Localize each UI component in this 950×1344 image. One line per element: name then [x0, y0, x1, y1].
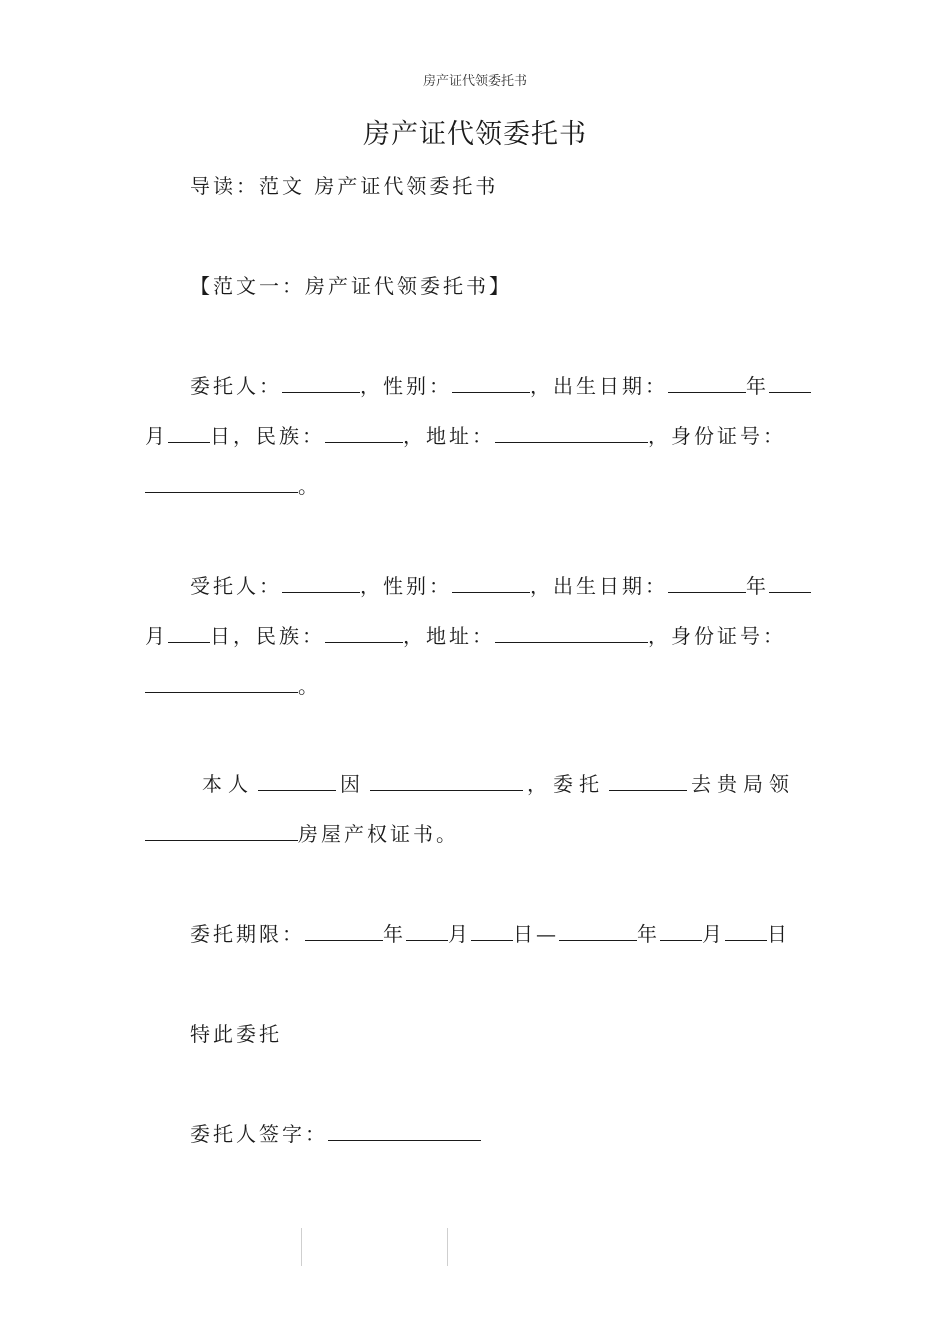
address-label: ，地址：	[403, 424, 495, 448]
signature-blank	[328, 1122, 481, 1141]
year-label: 年	[383, 922, 406, 946]
principal-line-1	[190, 372, 811, 400]
ethnicity-label: ，民族：	[233, 424, 325, 448]
ethnicity-label: ，民族：	[233, 624, 325, 648]
end-year-blank	[559, 922, 637, 941]
year-label: 年	[746, 374, 769, 398]
gender-blank	[452, 574, 530, 593]
id-number-blank	[145, 674, 298, 693]
id-label: ，身份证号：	[648, 424, 786, 448]
principal-line-2	[145, 422, 786, 450]
year-label: 年	[637, 922, 660, 946]
reason-blank	[370, 772, 523, 791]
birth-day-blank	[168, 624, 210, 643]
section-heading: 【范文一：房产证代领委托书】	[190, 274, 512, 298]
principal-label: 委托人：	[190, 374, 282, 398]
reason-d: 去贵局领	[691, 772, 795, 796]
gender-blank	[452, 374, 530, 393]
reason-a: 本人	[202, 772, 254, 796]
signature-label: 委托人签字：	[190, 1122, 328, 1146]
birth-label: ，出生日期：	[530, 574, 668, 598]
birth-month-blank	[769, 374, 811, 393]
month-label: 月	[145, 424, 168, 448]
agent-blank	[609, 772, 687, 791]
page-divider-right	[447, 1228, 448, 1266]
id-label: ，身份证号：	[648, 624, 786, 648]
address-blank	[495, 624, 648, 643]
birth-year-blank	[668, 374, 746, 393]
reason-line	[202, 770, 795, 798]
start-month-blank	[406, 922, 448, 941]
term-line	[190, 920, 790, 948]
birth-day-blank	[168, 424, 210, 443]
dash: —	[536, 922, 559, 946]
ethnicity-blank	[325, 424, 403, 443]
month-label: 月	[145, 624, 168, 648]
day-label: 日	[767, 922, 790, 946]
signature-line	[190, 1120, 481, 1148]
start-day-blank	[471, 922, 513, 941]
year-label: 年	[746, 574, 769, 598]
birth-year-blank	[668, 574, 746, 593]
principal-line-3	[145, 472, 321, 500]
birth-label: ，出生日期：	[530, 374, 668, 398]
day-label: 日	[513, 922, 536, 946]
agent-line-1	[190, 572, 811, 600]
ethnicity-blank	[325, 624, 403, 643]
month-label: 月	[702, 922, 725, 946]
reason-b: 因	[340, 772, 366, 796]
period-mark: 。	[298, 474, 321, 498]
reason-name-blank	[258, 772, 336, 791]
closing-line: 特此委托	[190, 1022, 282, 1046]
agent-label: 受托人：	[190, 574, 282, 598]
address-blank	[495, 424, 648, 443]
page-divider-left	[301, 1228, 302, 1266]
day-label: 日	[210, 424, 233, 448]
day-label: 日	[210, 624, 233, 648]
agent-name-blank	[282, 574, 360, 593]
reason-line-2	[145, 820, 459, 848]
end-month-blank	[660, 922, 702, 941]
birth-month-blank	[769, 574, 811, 593]
gender-label: ，性别：	[360, 574, 452, 598]
gender-label: ，性别：	[360, 374, 452, 398]
agent-line-2	[145, 622, 786, 650]
running-header: 房产证代领委托书	[422, 74, 527, 89]
address-label: ，地址：	[403, 624, 495, 648]
intro-line: 导读：范文 房产证代领委托书	[190, 174, 499, 198]
principal-name-blank	[282, 374, 360, 393]
start-year-blank	[305, 922, 383, 941]
period-mark: 。	[298, 674, 321, 698]
end-day-blank	[725, 922, 767, 941]
agent-line-3	[145, 672, 321, 700]
month-label: 月	[448, 922, 471, 946]
term-label: 委托期限：	[190, 922, 305, 946]
reason-tail: 房屋产权证书。	[298, 822, 459, 846]
document-title: 房产证代领委托书	[363, 119, 587, 150]
id-number-blank	[145, 474, 298, 493]
reason-c: ，委托	[527, 772, 605, 796]
property-blank	[145, 822, 298, 841]
